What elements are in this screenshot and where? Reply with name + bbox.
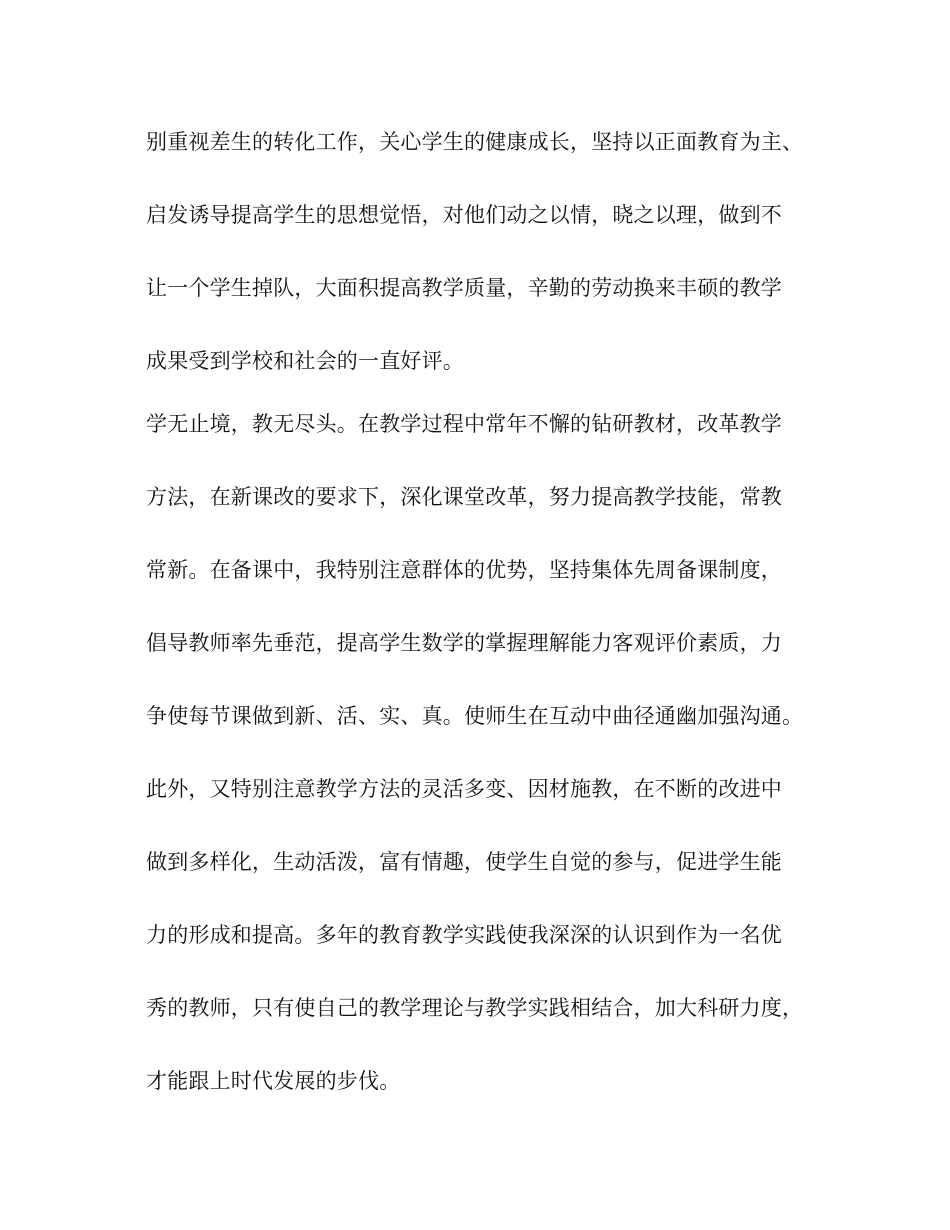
paragraph-2-line-9: 秀的教师，只有使自己的教学理论与教学实践相结合，加大科研力度， — [146, 996, 804, 1020]
paragraph-2-line-10: 才能跟上时代发展的步伐。 — [146, 1069, 401, 1093]
paragraph-1-line-1: 别重视差生的转化工作，关心学生的健康成长，坚持以正面教育为主、 — [146, 130, 804, 154]
paragraph-2-line-8: 力的形成和提高。多年的教育教学实践使我深深的认识到作为一名优 — [146, 923, 782, 947]
paragraph-1-line-3: 让一个学生掉队，大面积提高教学质量，辛勤的劳动换来丰硕的教学 — [146, 276, 782, 300]
paragraph-1-line-2: 启发诱导提高学生的思想觉悟，对他们动之以情，晓之以理，做到不 — [146, 203, 782, 227]
paragraph-2-line-4: 倡导教师率先垂范，提高学生数学的掌握理解能力客观评价素质，力 — [146, 631, 782, 655]
paragraph-2-line-1: 学无止境，教无尽头。在教学过程中常年不懈的钻研教材，改革教学 — [146, 412, 782, 436]
paragraph-1-line-4: 成果受到学校和社会的一直好评。 — [146, 349, 464, 373]
paragraph-2-line-6: 此外，又特别注意教学方法的灵活多变、因材施教，在不断的改进中 — [146, 777, 782, 801]
paragraph-2-line-2: 方法，在新课改的要求下，深化课堂改革，努力提高教学技能，常教 — [146, 485, 782, 509]
paragraph-2-line-7: 做到多样化，生动活泼，富有情趣，使学生自觉的参与，促进学生能 — [146, 850, 782, 874]
paragraph-2-line-3: 常新。在备课中，我特别注意群体的优势，坚持集体先周备课制度， — [146, 558, 782, 582]
paragraph-2-line-5: 争使每节课做到新、活、实、真。使师生在互动中曲径通幽加强沟通。 — [146, 704, 804, 728]
